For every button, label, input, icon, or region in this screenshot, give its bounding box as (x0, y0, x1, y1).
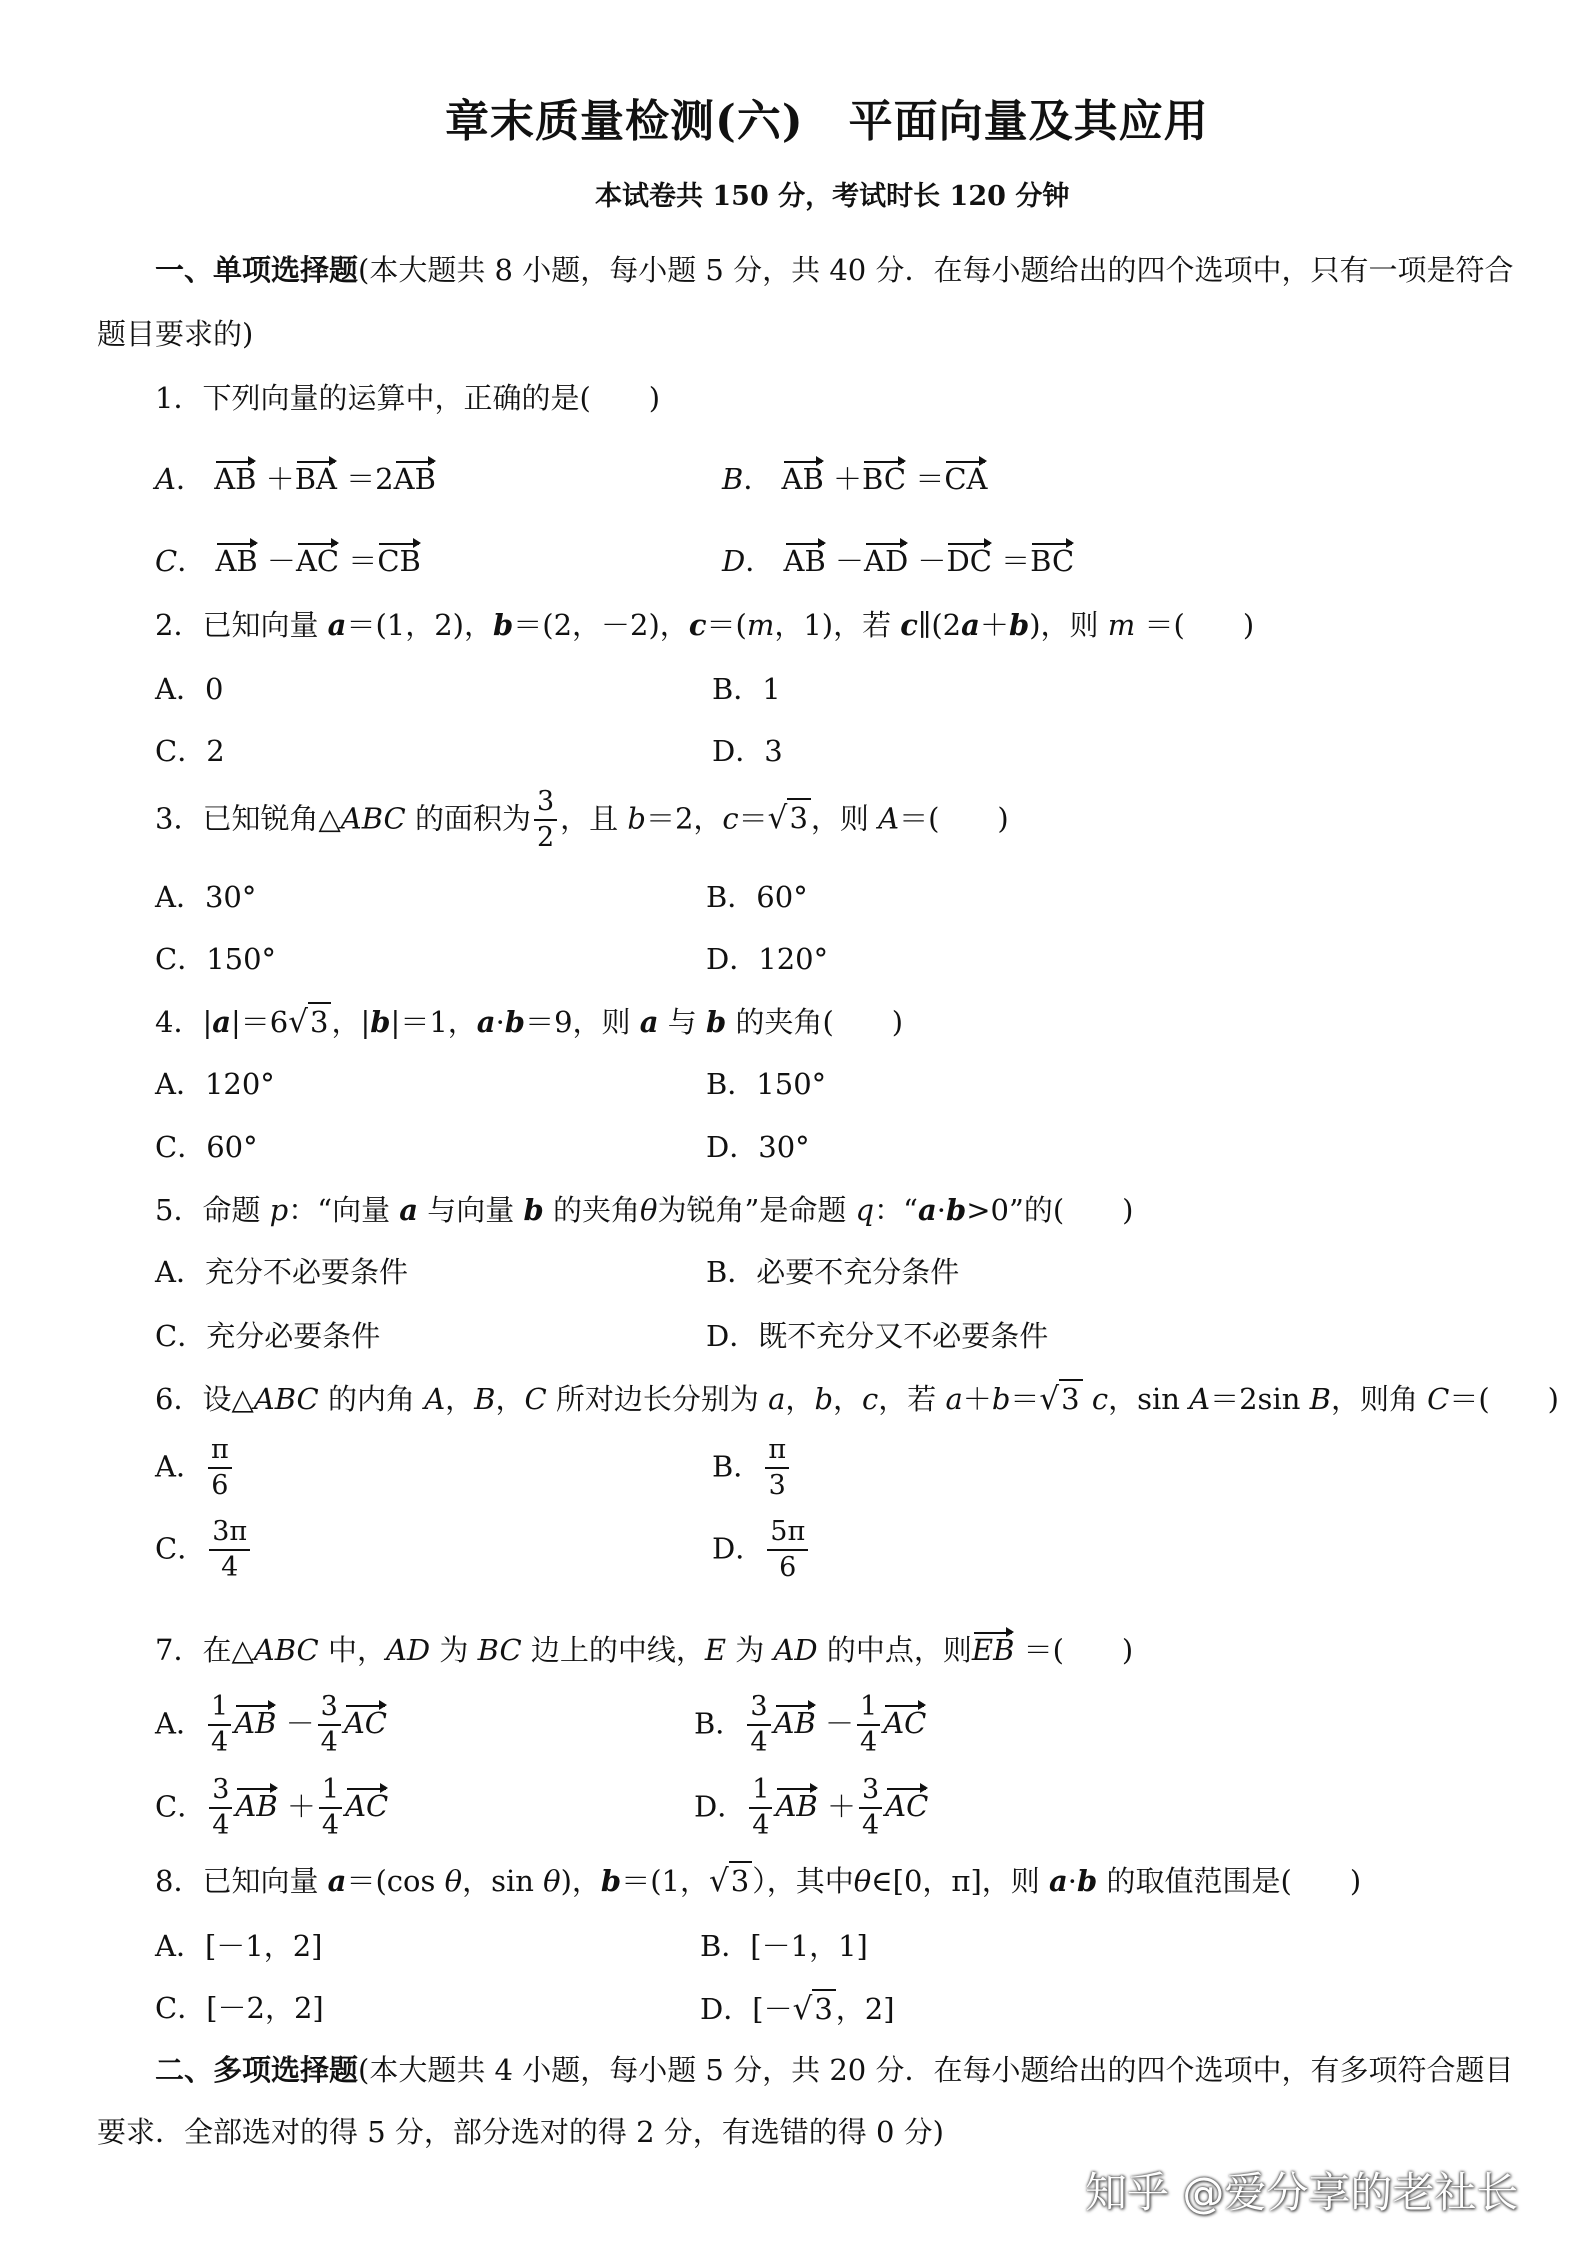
q2-t8: )，则 (1029, 608, 1108, 642)
q2-b: b (493, 608, 514, 642)
q6-a2: a (945, 1382, 963, 1416)
q3-option-d: D．120° (706, 942, 829, 976)
q6-b-label: B． (712, 1449, 763, 1484)
q6-b: b (814, 1382, 834, 1416)
q6-t6: ， (785, 1382, 815, 1416)
q7-d-n2: 3 (859, 1776, 882, 1809)
q4-a3: a (639, 1005, 659, 1039)
q7-a-d1: 4 (210, 1727, 229, 1759)
q6-C1: C (524, 1382, 547, 1416)
q7-t5: 为 (726, 1633, 774, 1667)
q3-t3: ，且 (560, 801, 628, 836)
q7-d-d2: 4 (861, 1810, 880, 1842)
q6-sqrt-symbol: √ (1039, 1381, 1060, 1417)
q7-stem (155, 1632, 1133, 1665)
q1-a-vec2: BA (294, 462, 337, 496)
q8-t1: 8．已知向量 (155, 1864, 328, 1898)
q5-t6: ：“ (874, 1193, 918, 1227)
q1-d-letter: D (722, 544, 746, 578)
q7-a-label: A． (155, 1706, 205, 1741)
q6-C2: C (1427, 1382, 1450, 1416)
q2-option-a: A．0 (155, 672, 224, 706)
q7-b-vec2: AC (883, 1706, 927, 1741)
q6-b2: b (991, 1382, 1011, 1416)
q7-c-op: ＋ (286, 1789, 316, 1824)
q3-t2: 的面积为 (405, 801, 531, 836)
page-subtitle: 本试卷共 150 分，考试时长 120 分钟 (595, 181, 1070, 212)
q5-a: a (399, 1193, 419, 1227)
q5-t5: 为锐角”是命题 (657, 1193, 856, 1227)
q6-t13: ，则角 (1330, 1382, 1428, 1416)
q6-d-num: 5π (767, 1518, 808, 1551)
q5-b: b (523, 1193, 544, 1227)
q2-m2: m (1107, 608, 1136, 642)
q7-c-vec2: AC (345, 1789, 389, 1824)
q7-a-op: － (285, 1706, 315, 1741)
q8-d-sqrt-symbol: √ (792, 1991, 813, 2027)
q2-t6: ∥(2 (917, 608, 962, 642)
q7-option-a (155, 1693, 387, 1758)
q6-b-fraction (765, 1436, 789, 1501)
q6-d-label: D． (712, 1531, 765, 1566)
q6-t14: ＝( ) (1449, 1382, 1559, 1416)
q3-t7: ＝( ) (899, 801, 1009, 836)
section1-text1: (本大题共 8 小题，每小题 5 分，共 40 分．在每小题给出的四个选项中，只有一项是符合 (358, 253, 1514, 287)
q6-A2: A (1189, 1382, 1211, 1416)
q3-frac-den: 2 (536, 822, 555, 854)
q2-c: c (688, 608, 707, 642)
q2-option-b: B．1 (712, 672, 781, 706)
q4-t7: 的夹角( ) (726, 1005, 904, 1039)
q6-option-c (155, 1518, 253, 1583)
section2-line1 (155, 2053, 1514, 2087)
q3-option-b: B．60° (706, 880, 808, 914)
q8-t8: 的取值范围是( ) (1097, 1864, 1362, 1898)
q4-t5: ＝9，则 (525, 1005, 640, 1039)
q7-c-label: C． (155, 1789, 207, 1824)
q6-t4: ， (495, 1382, 525, 1416)
q6-B2: B (1309, 1382, 1331, 1416)
q1-d-op3: ＝ (1001, 544, 1031, 578)
q4-dot: · (495, 1005, 505, 1039)
q7-c-frac2 (319, 1776, 342, 1841)
q6-t10: ＝ (1010, 1382, 1040, 1416)
page-title: 章末质量检测(六) 平面向量及其应用 (445, 96, 1209, 147)
q7-d-vec2: AC (885, 1789, 929, 1824)
q6-c-den: 4 (221, 1552, 239, 1584)
q1-b-vec3: CA (944, 462, 988, 496)
q6-c-label: C． (155, 1531, 207, 1566)
q8-option-c: C．[－2，2] (155, 1991, 324, 2025)
q7-c-vec1: AB (235, 1789, 278, 1824)
q2-t5: ，1)，若 (774, 608, 901, 642)
q4-option-d: D．30° (706, 1130, 810, 1164)
q7-t2: 中， (318, 1633, 386, 1667)
q1-option-b (722, 461, 987, 494)
q5-dot: · (936, 1193, 946, 1227)
q6-A1: A (424, 1382, 446, 1416)
q7-c-d2: 4 (321, 1810, 340, 1842)
q3-option-c: C．150° (155, 942, 277, 976)
q4-t6: 与 (658, 1005, 706, 1039)
q6-d-den: 6 (779, 1552, 797, 1584)
q5-t4: 的夹角 (543, 1193, 641, 1227)
section1-line2: 题目要求的) (97, 317, 254, 351)
q8-t2: ＝(cos (346, 1864, 445, 1898)
q8-dot: · (1067, 1864, 1078, 1898)
q8-b2: b (1077, 1864, 1098, 1898)
q1-b-vec1: AB (781, 462, 824, 496)
q3-sqrt-symbol: √ (767, 800, 788, 837)
q8-t4: )， (560, 1864, 601, 1898)
q7-b-frac2 (857, 1693, 880, 1758)
q6-option-b (712, 1436, 792, 1501)
q6-t12: ＝2sin (1210, 1382, 1310, 1416)
q7-d-op: ＋ (826, 1789, 856, 1824)
q7-c-n2: 1 (319, 1776, 342, 1809)
q3-t5: ＝ (738, 801, 768, 836)
q7-a-frac1 (208, 1693, 231, 1758)
q2-t7: ＋ (979, 608, 1009, 642)
q4-t3: ，| (331, 1005, 371, 1039)
q7-c-d1: 4 (212, 1810, 230, 1842)
q3-t6: ，则 (810, 801, 879, 836)
q6-option-d (712, 1518, 811, 1583)
q8-theta2: θ (543, 1864, 561, 1898)
q8-stem (155, 1863, 1362, 1899)
q6-B1: B (474, 1382, 496, 1416)
q6-a-fraction (208, 1436, 232, 1501)
q7-c-n1: 3 (209, 1776, 232, 1809)
q6-t9: ＋ (962, 1382, 992, 1416)
q5-option-b: B．必要不充分条件 (706, 1255, 960, 1289)
q1-a-op1: ＋ (265, 462, 295, 496)
q3-sqrt (767, 800, 811, 837)
q1-b-dot: ． (743, 462, 773, 496)
q3-b: b (627, 801, 646, 836)
q6-a-label: A． (155, 1449, 205, 1484)
q7-a-vec2: AC (343, 1706, 387, 1741)
q3-sqrt-radicand: 3 (787, 798, 810, 835)
q4-t4: |＝1， (390, 1005, 477, 1039)
section1-head: 一、单项选择题 (155, 253, 359, 287)
q1-b-op1: ＋ (833, 462, 863, 496)
q1-c-op2: ＝ (348, 544, 378, 578)
q6-c-fraction (209, 1518, 250, 1583)
q4-a2: a (476, 1005, 496, 1039)
q4-b2: b (504, 1005, 526, 1039)
q6-a: a (768, 1382, 786, 1416)
q7-e: E (704, 1633, 727, 1667)
q8-d-sqrt-radicand: 3 (812, 1989, 835, 2026)
q8-theta3: θ (853, 1864, 872, 1898)
q2-t2: ＝(1，2)， (346, 608, 493, 642)
q2-t9: ＝( ) (1135, 608, 1255, 642)
q4-stem (155, 1004, 904, 1040)
q4-sqrt-symbol: √ (288, 1004, 309, 1040)
q8-sqrt (708, 1863, 752, 1899)
q5-t3: 与向量 (418, 1193, 524, 1227)
q4-t2: |＝6 (231, 1005, 289, 1039)
q7-b-vec1: AB (773, 1706, 816, 1741)
q1-b-letter: B (722, 462, 744, 496)
q6-c2: c (1091, 1382, 1109, 1416)
q4-t1: 4．| (155, 1005, 213, 1039)
q2-option-c: C．2 (155, 734, 225, 768)
q5-p: p (269, 1193, 289, 1227)
q8-d-sqrt (792, 1991, 836, 2027)
q7-d-label: D． (694, 1789, 747, 1824)
q7-a-vec1: AB (234, 1706, 277, 1741)
q8-t6: ），其中 (752, 1864, 854, 1898)
q1-c-vec1: AB (215, 544, 258, 578)
q7-a-frac2 (318, 1693, 341, 1758)
watermark: 知乎 @爱分享的老社长 (1085, 2168, 1519, 2217)
q1-a-vec3: AB (393, 462, 436, 496)
section1-line1 (155, 253, 1514, 287)
q4-option-b: B．150° (706, 1067, 827, 1101)
q3-abc: ABC (340, 801, 406, 836)
q5-b2: b (945, 1193, 967, 1227)
section2-text1: (本大题共 4 小题，每小题 5 分，共 20 分．在每小题给出的四个选项中，有多项符合题目 (358, 2053, 1514, 2087)
q1-d-op2: － (917, 544, 947, 578)
q8-d-post: ，2] (835, 1992, 895, 2026)
q1-a-op2: ＝2 (346, 462, 394, 496)
q3-frac-num: 3 (534, 788, 557, 821)
q6-sqrt (1039, 1381, 1082, 1417)
q7-t6: 的中点，则 (817, 1633, 972, 1667)
q8-t7: ∈[0，π]，则 (871, 1864, 1049, 1898)
q8-t3: ，sin (462, 1864, 544, 1898)
q5-option-a: A．充分不必要条件 (155, 1255, 408, 1289)
q1-stem: 1．下列向量的运算中，正确的是( ) (155, 381, 661, 415)
q5-t7: >0”的( ) (966, 1193, 1134, 1227)
q7-t4: 边上的中线， (521, 1633, 705, 1667)
q8-sqrt-radicand: 3 (729, 1861, 752, 1898)
q7-t1: 7．在△ (155, 1633, 254, 1667)
q6-option-a (155, 1436, 235, 1501)
q7-d-d1: 4 (752, 1810, 770, 1842)
q6-t1: 6．设△ (155, 1382, 254, 1416)
q1-a-vec1: AB (214, 462, 257, 496)
q8-a2: a (1049, 1864, 1068, 1898)
q8-option-a: A．[－1，2] (155, 1929, 323, 1963)
q1-c-dot: ． (177, 544, 207, 578)
q5-stem (155, 1193, 1134, 1227)
q7-c-frac1 (209, 1776, 232, 1841)
q3-t1: 3．已知锐角△ (155, 801, 341, 836)
q8-sqrt-symbol: √ (708, 1863, 729, 1899)
q3-c: c (722, 801, 739, 836)
q7-bc: BC (477, 1633, 522, 1667)
q1-b-vec2: BC (862, 462, 907, 496)
q6-t11: ，sin (1108, 1382, 1190, 1416)
q4-a: a (212, 1005, 232, 1039)
q2-b2: b (1008, 608, 1030, 642)
q4-b3: b (705, 1005, 727, 1039)
q2-c2: c (900, 608, 918, 642)
q2-m: m (746, 608, 775, 642)
q5-t2: ：“向量 (288, 1193, 400, 1227)
q6-t2: 的内角 (318, 1382, 425, 1416)
q2-t3: ＝(2，－2)， (513, 608, 689, 642)
q4-option-c: C．60° (155, 1130, 258, 1164)
q7-eb: EB (971, 1633, 1015, 1667)
q7-b-frac1 (747, 1693, 770, 1758)
q6-a-den: 6 (211, 1470, 229, 1502)
q7-ad2: AD (773, 1633, 818, 1667)
q7-b-d1: 4 (750, 1727, 768, 1759)
q7-a-d2: 4 (320, 1727, 338, 1759)
q8-b: b (600, 1864, 622, 1898)
q3-option-a: A．30° (155, 880, 257, 914)
q7-t3: 为 (430, 1633, 478, 1667)
q6-sqrt-radicand: 3 (1059, 1379, 1082, 1416)
q6-c: c (862, 1382, 879, 1416)
q2-a2: a (961, 608, 980, 642)
q3-stem (155, 788, 1009, 853)
q1-d-vec2: AD (864, 544, 909, 578)
q6-t8: ，若 (878, 1382, 946, 1416)
q1-b-op2: ＝ (915, 462, 945, 496)
q4-b: b (370, 1005, 391, 1039)
q1-d-vec4: BC (1030, 544, 1075, 578)
q7-b-n1: 3 (747, 1693, 770, 1726)
q5-option-c: C．充分必要条件 (155, 1319, 381, 1353)
q3-t4: ＝2， (645, 801, 723, 836)
q7-b-op: － (824, 1706, 854, 1741)
q1-c-letter: C (155, 544, 178, 578)
q1-c-vec2: AC (295, 544, 340, 578)
q7-option-d (694, 1776, 928, 1841)
q1-option-c (155, 543, 421, 576)
q7-option-b (694, 1693, 926, 1758)
q5-theta: θ (640, 1193, 658, 1227)
q6-d-fraction (767, 1518, 808, 1583)
q6-t7: ， (833, 1382, 863, 1416)
q6-abc: ABC (253, 1382, 319, 1416)
q6-b-num: π (765, 1436, 789, 1469)
q5-t1: 5．命题 (155, 1193, 270, 1227)
section2-head: 二、多项选择题 (155, 2053, 359, 2087)
q7-option-c (155, 1776, 388, 1841)
section2-line2: 要求．全部选对的得 5 分，部分选对的得 2 分，有选错的得 0 分) (97, 2115, 944, 2149)
q7-b-n2: 1 (857, 1693, 880, 1726)
q6-t5: 所对边长分别为 (546, 1382, 769, 1416)
q7-a-n2: 3 (318, 1693, 341, 1726)
q6-a-num: π (208, 1436, 232, 1469)
q1-c-vec3: CB (377, 544, 421, 578)
q4-sqrt (288, 1004, 331, 1040)
q5-option-d: D．既不充分又不必要条件 (706, 1319, 1049, 1353)
q7-d-n1: 1 (749, 1776, 772, 1809)
q7-abc: ABC (253, 1633, 319, 1667)
q7-ad: AD (385, 1633, 431, 1667)
q1-d-op1: － (834, 544, 864, 578)
q1-d-vec1: AB (783, 544, 826, 578)
q1-c-op1: － (266, 544, 296, 578)
q4-sqrt-radicand: 3 (308, 1002, 331, 1039)
q2-t1: 2．已知向量 (155, 608, 328, 642)
q7-d-frac2 (859, 1776, 882, 1841)
q1-a-dot: ． (175, 462, 205, 496)
q1-d-vec3: DC (946, 544, 992, 578)
q2-a: a (327, 608, 347, 642)
q2-t4: ＝( (706, 608, 747, 642)
q1-d-dot: ． (745, 544, 775, 578)
q8-theta1: θ (444, 1864, 463, 1898)
q2-option-d: D．3 (712, 734, 783, 768)
q8-a: a (327, 1864, 347, 1898)
q8-option-d (700, 1991, 895, 2027)
q5-q: q (855, 1193, 875, 1227)
q3-A: A (878, 801, 900, 836)
q4-option-a: A．120° (155, 1067, 275, 1101)
q7-t7: ＝( ) (1014, 1633, 1134, 1667)
q7-a-n1: 1 (208, 1693, 231, 1726)
q6-c-num: 3π (209, 1518, 250, 1551)
q6-b-den: 3 (768, 1470, 786, 1502)
q1-option-a (155, 461, 436, 494)
q1-option-d (722, 543, 1074, 576)
q8-t5: ＝(1， (621, 1864, 709, 1898)
q7-d-vec1: AB (775, 1789, 818, 1824)
q6-stem (155, 1381, 1559, 1417)
q7-d-frac1 (749, 1776, 772, 1841)
q1-a-letter: A (155, 462, 176, 496)
q7-b-label: B． (694, 1706, 745, 1741)
q5-a2: a (917, 1193, 937, 1227)
q8-option-b: B．[－1，1] (700, 1929, 868, 1963)
q7-b-d2: 4 (860, 1727, 878, 1759)
q2-stem (155, 608, 1255, 642)
q3-area-fraction (534, 788, 557, 853)
q8-d-pre: D．[－ (700, 1992, 793, 2026)
q6-t3: ， (445, 1382, 475, 1416)
